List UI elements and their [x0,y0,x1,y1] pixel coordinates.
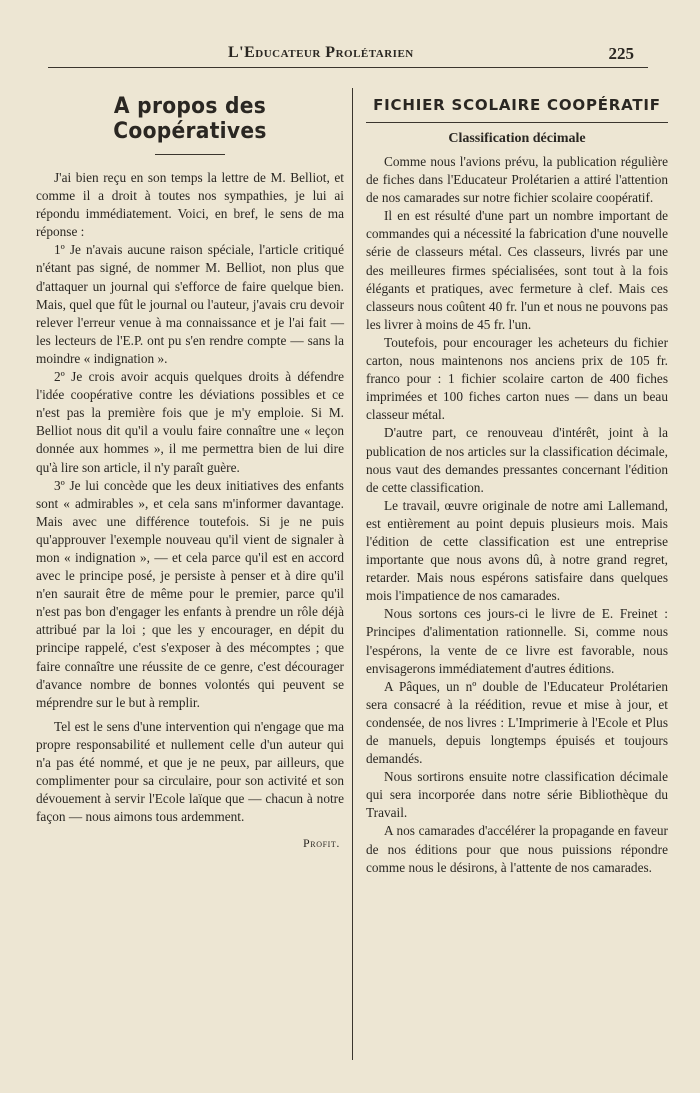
left-paragraph: Tel est le sens d'une intervention qui n'engage que ma propre responsabilité et nullement celle d'un auteur qui n'a pas été nommé, et que je ne peux, par ailleurs, que complimenter pour sa circulaire, pour son activité et son dévouement à servir l'Ecole laïque que — chacun à notre façon — nous aimons tous ardemment. [36,718,344,825]
left-paragraph: 3º Je lui concède que les deux initiatives des enfants sont « admirables », et cela sans m'informer davantage. Mais avec une différence toutefois. Si je ne puis qu'approuver l'exemple nouveau qu'il vient de signaler à mon « indignation », — et cela parce qu'il est en accord avec le principe posé, je persiste à penser et à dire qu'il n'en saurait être de même pour le premier, parce qu'il n'est pas bon d'engager les enfants à prendre un rôle déjà attribué par la loi ; que les y encourager, en dépit du principe rappelé, c'est s'exposer à des mécomptes ; que faire connaître une réussite de ce genre, c'est décourager d'avance nombre de bonnes volontés qui peuvent se méprendre sur le but à remplir. [36,477,344,710]
right-paragraph: A Pâques, un nº double de l'Educateur Prolétarien sera consacré à la réédition, revue et mise à jour, et condensée, de nos livres : L'Imprimerie à l'Ecole et Plus de manuels, depuis longtemps épuisés et toujours demandés. [366,678,668,767]
left-paragraph: J'ai bien reçu en son temps la lettre de M. Belliot, et comme il a droit à toutes nos sympathies, je lui ai répondu immédiatement. Voici, en bref, le sens de ma réponse : [36,170,344,240]
right-paragraph: Le travail, œuvre originale de notre ami Lallemand, est entièrement au point depuis plusieurs mois. Mais l'édition de cette classification est une entreprise importante que nous avons dû, à notre grand regret, retarder. Mais nous espérons satisfaire dans quelques mois l'impatience de nos camarades. [366,497,668,604]
right-paragraph: Nous sortirons ensuite notre classification décimale qui sera incorporée dans notre série Bibliothèque du Travail. [366,769,668,821]
title-rule [155,154,225,155]
left-paragraph: 2º Je crois avoir acquis quelques droits à défendre l'idée coopérative contre les déviations possibles et ce n'est pas la première fois que je m'y emploie. Si M. Belliot nous dit qu'il a voulu faire connaître une « leçon donnée aux hommes », il me permettra bien de lui dire qu'à lire son article, il n'y paraît guère. [36,369,344,475]
page-header [48,40,648,70]
right-paragraph: A nos camarades d'accélérer la propagande en faveur de nos éditions pour que nous puissions répondre comme nous le désirons, à l'attente de nos camarades. [366,823,668,875]
right-paragraph: Comme nous l'avions prévu, la publication régulière de fiches dans l'Educateur Prolétarien a attiré l'attention de nos camarades sur notre fichier scolaire coopératif. [366,154,668,206]
right-paragraph: Il en est résulté d'une part un nombre important de commandes qui a nécessité la fabrication d'une nouvelle série de classeurs métal. Ces classeurs, livrés par une des meilleures firmes spécialisées, sont tout à la fois élégants et pratiques, avec fermeture à clef. Mais ces classeurs nous coûtent 40 fr. l'un et nous ne pouvons pas les livrer à moins de 45 fr. l'un. [366,208,668,332]
header-rule [48,67,648,68]
left-article-title: A propos des Coopératives [113,94,267,144]
right-paragraph: Nous sortons ces jours-ci le livre de E. Freinet : Principes d'alimentation rationnelle. Si, comme nous l'espérons, la vente de ce livre est favorable, nous envisagerons immédiatement d'autres éditions. [366,606,668,676]
page-number: 225 [608,44,634,63]
left-paragraph: 1º Je n'avais aucune raison spéciale, l'article critiqué n'étant pas signé, de nommer M. Belliot, non plus que d'attaquer un journal qui s'efforce de faire quelque bien. Mais, quel que fût le journal ou l'auteur, j'avais cru devoir relever l'erreur venue à ma connaissance et je l'ai fait — les lecteurs de l'E.P. ont pu s'en rendre compte — sans la moindre « indignation ». [36,242,344,366]
right-paragraph: D'autre part, ce renouveau d'intérêt, joint à la publication de nos articles sur la classification décimale, nous vaut des demandes pressantes concernant l'édition de cette classification. [366,425,668,495]
left-column [36,88,344,851]
right-article-title: FICHIER SCOLAIRE COOPÉRATIF [373,96,661,114]
column-divider [352,88,353,1060]
right-column [366,88,668,877]
right-paragraph: Toutefois, pour encourager les acheteurs du fichier carton, nous maintenons nos anciens prix de 105 fr. franco pour : 1 fichier scolaire carton de 400 fiches imprimées et 100 fiches carton nues — dans un beau classeur métal. [366,334,668,423]
journal-title: L'Educateur Prolétarien [228,44,414,61]
author-signature: Profit. [303,836,340,851]
title-rule [366,122,668,123]
right-article-subtitle: Classification décimale [448,131,586,146]
